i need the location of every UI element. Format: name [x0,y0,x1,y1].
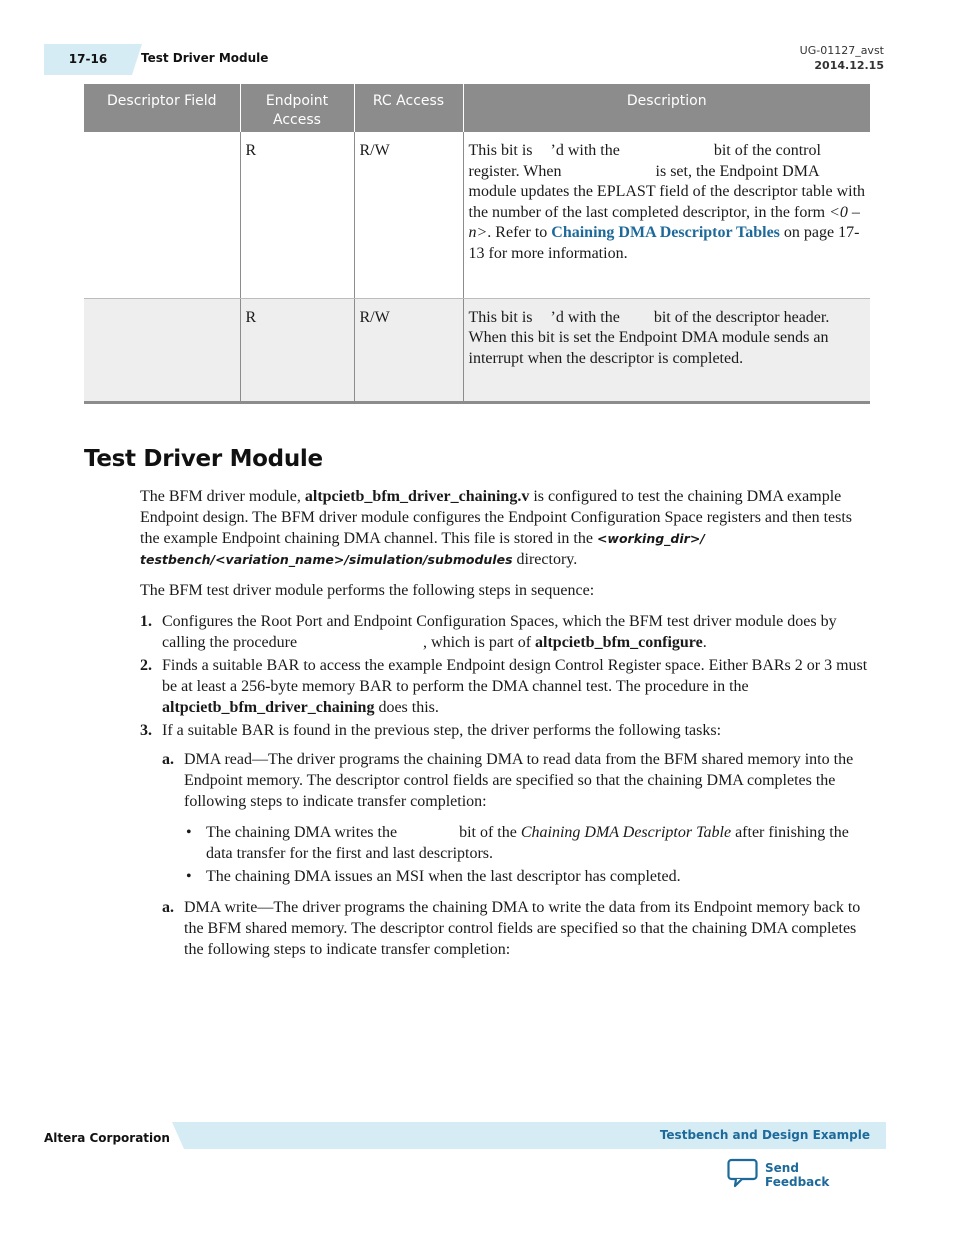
list-item: 2. Finds a suitable BAR to access the example Endpoint design Control Register space. Either BARs 2 or 3 must be at least a 256-byte memory BAR to perform the DMA channel test. The procedure in the altpcietb_bfm_driver_chaining does this. [140,657,868,716]
page-number: 17-16 [68,52,108,66]
cell-description: This bit is ’d with the bit of the control register. When is set, the Endpoint DMA module updates the EPLAST field of the descriptor table with the number of the last completed descriptor, in the form <0 – n>. Refer to Chaining DMA Descriptor Tables on page 17-13 for more information. [463,132,870,298]
list-item: a. DMA write—The driver programs the chaining DMA to write the data from its Endpoint memory back to the BFM shared memory. The descriptor control fields are specified so that the chaining DMA completes the following steps to indicate transfer completion: [162,899,861,958]
send-feedback-label: Send Feedback [765,1161,830,1189]
list-item: a. DMA read—The driver programs the chaining DMA to read data from the BFM shared memory into the Endpoint memory. The descriptor control fields are specified so that the chaining DMA completes the following steps to indicate transfer completion: • The chaining DMA writes the bit of the Chaining DMA Descriptor Table after finishing the data transfer for the first and last descriptors. • The chaining DMA issues an MSI when the last descriptor has completed. [162,749,872,887]
speech-bubble-icon [727,1158,759,1188]
chaining-dma-descriptor-tables-link[interactable]: Chaining DMA Descriptor Tables [551,224,780,242]
descriptor-field-table [84,84,870,404]
cell-endpoint-access: R [240,132,354,298]
directory-path: <working_dir>/ testbench/<variation_name>/simulation/submodules [140,531,705,567]
table-row [84,298,870,402]
cell-descriptor-field [84,132,240,298]
list-item: 3. If a suitable BAR is found in the previous step, the driver performs the following tasks: a. DMA read—The driver programs the chaining DMA to read data from the BFM shared memory into the Endpoint memory. The descriptor control fields are specified so that the chaining DMA completes the following steps to indicate transfer completion: • The chaining DMA writes the bit of the Chaining DMA Descriptor Table after finishing the data transfer for the first and last descriptors. • The chaining DMA issues an MSI when the last descriptor has completed. a. DMA write—The driver programs the chaining DMA to write the data from its Endpoint memory back to the BFM shared memory. The descriptor control fields are specified so that the chaining DMA completes the following steps to indicate transfer completion: [140,720,872,960]
page-number-tab [44,44,132,75]
driver-module-filename: altpcietb_bfm_driver_chaining.v [304,488,530,505]
list-item: • The chaining DMA writes the bit of the Chaining DMA Descriptor Table after finishing the data transfer for the first and last descriptors. [184,822,872,864]
cell-rc-access: R/W [354,298,463,402]
footer-company: Altera Corporation [44,1131,170,1145]
send-feedback-button[interactable] [727,1158,867,1188]
section-heading: Test Driver Module [84,446,323,472]
column-header-descriptor-field: Descriptor Field [84,84,240,132]
running-header-title: Test Driver Module [141,51,269,65]
steps-intro-paragraph: The BFM test driver module performs the following steps in sequence: [140,582,595,599]
cell-descriptor-field [84,298,240,402]
document-id-block [800,43,884,73]
column-header-endpoint-access: Endpoint Access [240,84,354,132]
column-header-description: Description [463,84,870,132]
document-id: UG-01127_avst [799,44,884,57]
cell-endpoint-access: R [240,298,354,402]
table-row [84,132,870,298]
intro-paragraph: The BFM driver module, altpcietb_bfm_driver_chaining.v is configured to test the chaining DMA example Endpoint design. The BFM driver module configures the Endpoint Configuration Space registers and then tests the example Endpoint chaining DMA channel. This file is stored in the <working_dir>/ testbench/<variation_name>/simulation/submodules directory. [140,488,853,568]
section-body [140,486,872,970]
bullet-list [184,822,872,887]
cell-description: This bit is ’d with the bit of the descriptor header. When this bit is set the Endpoint DMA module sends an interrupt when the descriptor is completed. [463,298,870,402]
substeps-list [162,749,872,960]
list-item: • The chaining DMA issues an MSI when the last descriptor has completed. [184,866,872,887]
footer-chapter-link[interactable]: Testbench and Design Example [659,1128,870,1142]
cell-rc-access: R/W [354,132,463,298]
column-header-rc-access: RC Access [354,84,463,132]
document-date: 2014.12.15 [814,59,884,72]
table-header-row [84,84,870,132]
list-item: 1. Configures the Root Port and Endpoint Configuration Spaces, which the BFM test driver module does by calling the procedure , which is part of altpcietb_bfm_configure. [140,613,837,651]
steps-list [140,611,872,960]
